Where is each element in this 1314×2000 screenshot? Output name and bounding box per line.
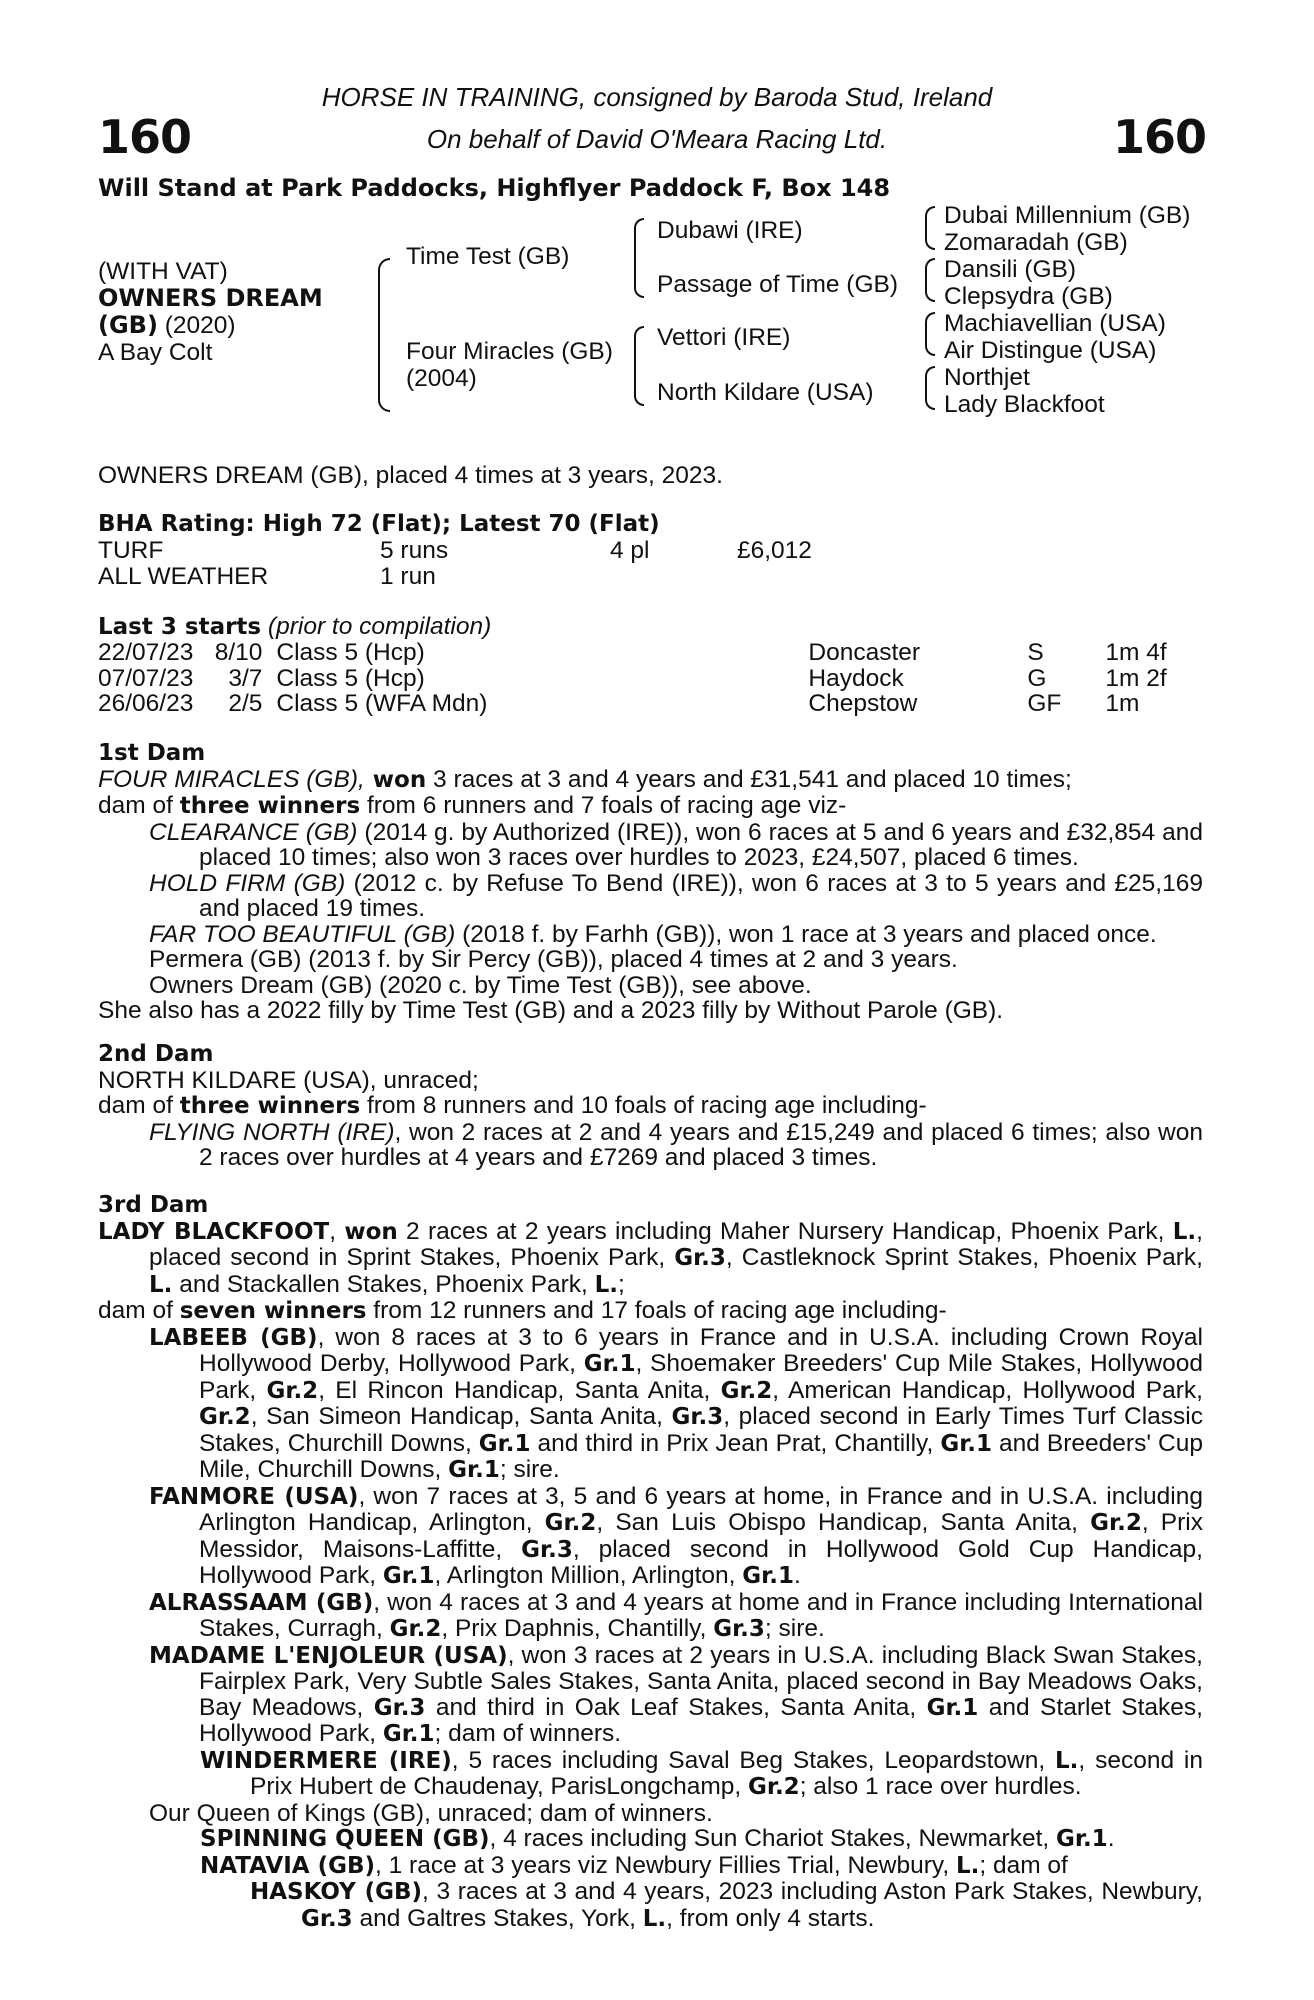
won-word: won	[364, 766, 427, 793]
pedigree-brace-sd	[925, 258, 935, 302]
list-item	[98, 871, 1203, 922]
pedigree-dsd: Air Distingue (USA)	[944, 337, 1157, 364]
list-item: MADAME L'ENJOLEUR (USA), won 3 races at 2 years in U.S.A. including Black Swan Stakes, Fairplex Park, Very Subtle Sales Stakes, Santa Anita, placed second in Bay Meadows Oaks, Bay Meadows, Gr.3 and third in Oak Leaf Stakes, Santa Anita, Gr.1 and Starlet Stakes, Hollywood Park, Gr.1; dam of winners.	[149, 1641, 1203, 1747]
second-dam-intro: NORTH KILDARE (USA), unraced;	[98, 1066, 479, 1094]
behalf-line: On behalf of David O'Meara Racing Ltd.	[426, 124, 888, 154]
race-summary: OWNERS DREAM (GB), placed 4 times at 3 years, 2023.	[98, 462, 723, 489]
offspring-name: FLYING NORTH (IRE)	[149, 1118, 395, 1146]
offspring-record: (2018 f. by Farhh (GB)), won 1 race at 3 years and placed once.	[455, 920, 1157, 948]
list-item	[98, 922, 1203, 948]
pedigree-brace-ds	[925, 312, 935, 356]
third-dam-intro: LADY BLACKFOOT, won 2 races at 2 years including Maher Nursery Handicap, Phoenix Park, L., placed second in Sprint Stakes, Phoenix Park, Gr.3, Castleknock Sprint Stakes, Phoenix Park, L. and Stackallen Stakes, Phoenix Park, L.;	[98, 1217, 1203, 1298]
list-item: Our Queen of Kings (GB), unraced; dam of winners.	[149, 1799, 713, 1827]
starts-table	[98, 640, 1167, 717]
pedigree-brace-main	[378, 258, 390, 412]
pedigree-dam-sire: Vettori (IRE)	[657, 324, 791, 351]
second-dam-title: 2nd Dam	[98, 1041, 214, 1067]
horse-name: OWNERS DREAM	[98, 284, 323, 312]
list-item: Permera (GB) (2013 f. by Sir Percy (GB)), placed 4 times at 2 and 3 years.	[149, 946, 958, 973]
first-dam-produce	[98, 793, 1203, 820]
first-dam-title: 1st Dam	[98, 740, 206, 766]
prize: £6,012	[737, 537, 812, 564]
pedigree-brace-dam	[634, 326, 644, 406]
surface: TURF	[98, 537, 164, 564]
dam-of-label: dam of	[98, 1297, 180, 1324]
dam-of-label: dam of	[98, 792, 180, 819]
third-dam-title: 3rd Dam	[98, 1192, 209, 1218]
lot-number-right: 160	[1112, 110, 1206, 164]
horse-description: A Bay Colt	[98, 339, 213, 366]
bha-rating: BHA Rating: High 72 (Flat); Latest 70 (Flat)	[98, 511, 660, 537]
lot-number-left: 160	[98, 110, 192, 164]
going: GF	[1027, 690, 1062, 717]
consignor-line: HORSE IN TRAINING, consigned by Baroda Stud, Ireland	[321, 82, 993, 112]
list-item: NATAVIA (GB), 1 race at 3 years viz Newbury Fillies Trial, Newbury, L.; dam of	[200, 1851, 1068, 1879]
position: 3/7	[228, 664, 263, 692]
runs: 5 runs	[380, 537, 449, 564]
first-dam-section	[98, 741, 1203, 1024]
list-item	[98, 1120, 1203, 1171]
last-starts-title: Last 3 starts	[98, 614, 262, 640]
vat-note: (WITH VAT)	[98, 258, 228, 285]
horse-identity	[98, 258, 323, 366]
winners-count: seven winners	[179, 1298, 367, 1324]
pedigree-brace-ss	[925, 206, 935, 250]
list-item: WINDERMERE (IRE), 5 races including Saval Beg Stakes, Leopardstown, L., second in Prix Hubert de Chaudenay, ParisLongchamp, Gr.2; also 1 race over hurdles.	[200, 1746, 1203, 1800]
race-class: Class 5 (WFA Mdn)	[276, 690, 488, 717]
offspring-record: (2012 c. by Refuse To Bend (IRE)), won 6 races at 3 to 5 years and £25,169 and placed 19 times.	[199, 869, 1203, 922]
list-item: HASKOY (GB), 3 races at 3 and 4 years, 2023 including Aston Park Stakes, Newbury, Gr.3 and Galtres Stakes, York, L., from only 4 starts.	[250, 1878, 1203, 1932]
date: 07/07/23	[98, 664, 194, 692]
course: Haydock	[808, 664, 904, 692]
pedigree-dds: Northjet	[944, 364, 1030, 391]
offspring-name: FAR TOO BEAUTIFUL (GB)	[149, 920, 456, 948]
pedigree-ssd: Zomaradah (GB)	[944, 229, 1128, 256]
position: 8/10	[214, 639, 263, 666]
going: G	[1027, 664, 1047, 692]
date: 22/07/23	[98, 639, 194, 666]
going: S	[1027, 639, 1044, 666]
distance: 1m 2f	[1105, 664, 1167, 692]
race-class: Class 5 (Hcp)	[276, 664, 425, 692]
table-row	[98, 640, 1167, 666]
third-dam-section	[98, 1193, 1203, 1932]
list-item: FANMORE (USA), won 7 races at 3, 5 and 6 years at home, in France and in U.S.A. including Arlington Handicap, Arlington, Gr.2, San Luis Obispo Handicap, Santa Anita, Gr.2, Prix Messidor, Maisons-Laffitte, Gr.3, placed second in Hollywood Gold Cup Handicap, Hollywood Park, Gr.1, Arlington Million, Arlington, Gr.1.	[149, 1482, 1203, 1589]
table-row	[98, 538, 812, 564]
surface: ALL WEATHER	[98, 562, 269, 590]
places	[610, 564, 737, 590]
second-dam-section	[98, 1042, 1203, 1171]
horse-name-line2	[98, 312, 323, 339]
list-item	[98, 820, 1203, 871]
third-dam-produce	[98, 1298, 1203, 1325]
winners-count: three winners	[179, 1093, 361, 1119]
race-class: Class 5 (Hcp)	[276, 639, 425, 666]
pedigree-ddd: Lady Blackfoot	[944, 391, 1105, 418]
list-item: LABEEB (GB), won 8 races at 3 to 6 years in France and in U.S.A. including Crown Royal Hollywood Derby, Hollywood Park, Gr.1, Shoemaker Breeders' Cup Mile Stakes, Hollywood Park, Gr.2, El Rincon Handicap, Santa Anita, Gr.2, American Handicap, Hollywood Park, Gr.2, San Simeon Handicap, Santa Anita, Gr.3, placed second in Early Times Turf Classic Stakes, Churchill Downs, Gr.1 and third in Prix Jean Prat, Chantilly, Gr.1 and Breeders' Cup Mile, Churchill Downs, Gr.1; sire.	[149, 1323, 1203, 1483]
last-starts-heading	[98, 614, 491, 641]
prize	[737, 564, 812, 590]
last-starts-note: (prior to compilation)	[261, 613, 492, 640]
pedigree-dam-dam: North Kildare (USA)	[657, 379, 874, 406]
pedigree-sire: Time Test (GB)	[406, 243, 570, 270]
pedigree-brace-dd	[925, 366, 935, 410]
foals-text: from 8 runners and 10 foals of racing age including-	[360, 1092, 927, 1119]
pedigree-brace-sire	[634, 218, 644, 298]
pedigree-dam-year: (2004)	[406, 365, 477, 392]
list-item: ALRASSAAM (GB), won 4 races at 3 and 4 years at home and in France including International Stakes, Curragh, Gr.2, Prix Daphnis, Chantilly, Gr.3; sire.	[149, 1588, 1203, 1642]
pedigree-sire-sire: Dubawi (IRE)	[657, 217, 803, 244]
rating-table	[98, 538, 812, 589]
list-item: Owners Dream (GB) (2020 c. by Time Test (GB)), see above.	[149, 971, 812, 999]
pedigree-sire-dam: Passage of Time (GB)	[657, 271, 899, 298]
pedigree-sss: Dubai Millennium (GB)	[944, 202, 1191, 229]
distance: 1m 4f	[1105, 639, 1167, 666]
date: 26/06/23	[98, 690, 194, 717]
offspring-name: CLEARANCE (GB)	[149, 818, 358, 846]
also-has: She also has a 2022 filly by Time Test (GB) and a 2023 filly by Without Parole (GB).	[98, 997, 1004, 1024]
offspring-record: (2014 g. by Authorized (IRE)), won 6 races at 5 and 6 years and £32,854 and placed 10 times; also won 3 races over hurdles to 2023, £24,507, placed 6 times.	[199, 818, 1203, 871]
horse-country: (GB)	[98, 311, 158, 339]
dam-of-label: dam of	[98, 1092, 180, 1119]
winners-count: three winners	[179, 793, 361, 819]
foals-text: from 12 runners and 17 foals of racing age including-	[366, 1297, 947, 1324]
first-dam-record: 3 races at 3 and 4 years and £31,541 and placed 10 times;	[426, 765, 1072, 793]
foals-text: from 6 runners and 7 foals of racing age viz-	[360, 792, 847, 819]
position: 2/5	[228, 690, 263, 717]
first-dam-name: FOUR MIRACLES (GB),	[98, 765, 365, 793]
course: Doncaster	[808, 639, 921, 666]
table-row	[98, 666, 1167, 692]
pedigree-dam: Four Miracles (GB)	[406, 338, 613, 365]
horse-year: (2020)	[157, 312, 236, 339]
pedigree-sds: Dansili (GB)	[944, 256, 1077, 283]
runs: 1 run	[380, 562, 436, 590]
second-dam-produce	[98, 1093, 1203, 1120]
distance: 1m	[1105, 690, 1140, 717]
stand-location: Will Stand at Park Paddocks, Highflyer Paddock F, Box 148	[98, 174, 891, 202]
list-item: SPINNING QUEEN (GB), 4 races including Sun Chariot Stakes, Newmarket, Gr.1.	[200, 1825, 1115, 1852]
places: 4 pl	[610, 537, 650, 564]
table-row	[98, 564, 812, 590]
pedigree-sdd: Clepsydra (GB)	[944, 283, 1113, 310]
offspring-name: HOLD FIRM (GB)	[149, 869, 346, 897]
table-row	[98, 691, 1167, 717]
first-dam-intro	[98, 767, 1203, 794]
pedigree-dss: Machiavellian (USA)	[944, 310, 1166, 337]
course: Chepstow	[808, 690, 918, 717]
offspring-record: , won 2 races at 2 and 4 years and £15,249 and placed 6 times; also won 2 races over hurdles at 4 years and £7269 and placed 3 times.	[199, 1118, 1203, 1171]
